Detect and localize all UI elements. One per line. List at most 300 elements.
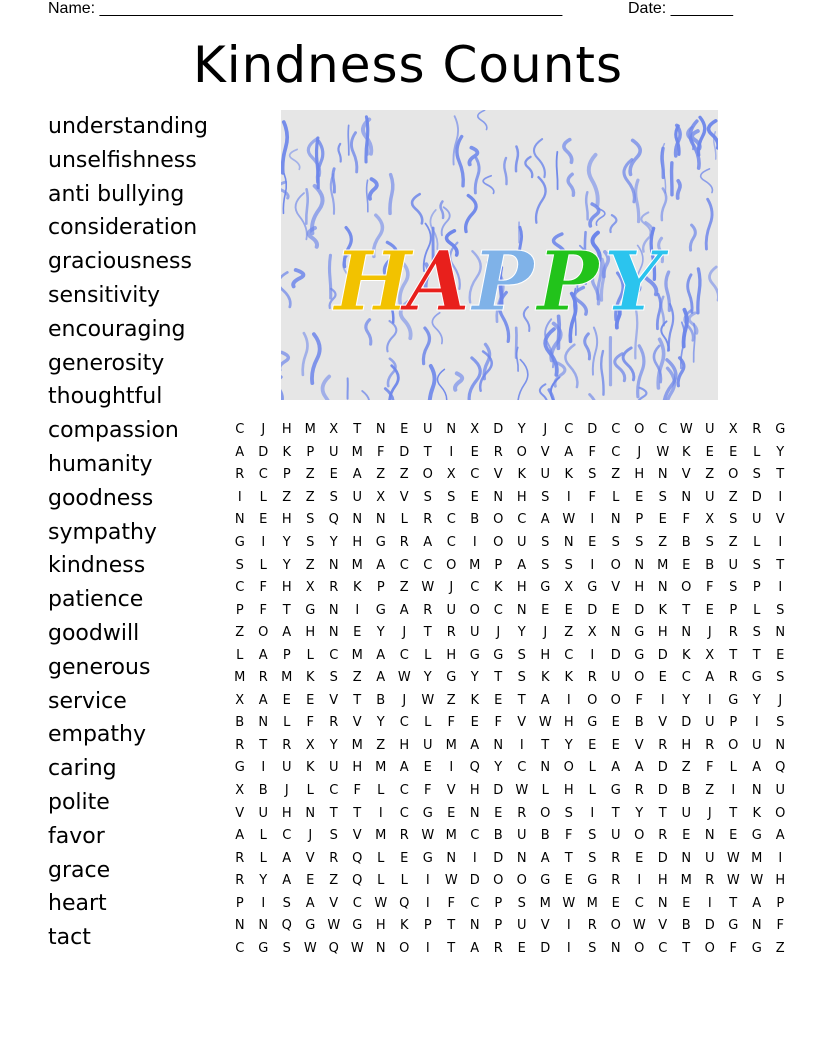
grid-letter[interactable]: Y [564,737,573,753]
grid-letter[interactable]: N [446,422,457,438]
grid-letter[interactable]: G [540,580,551,596]
grid-letter[interactable]: N [375,512,386,528]
grid-letter[interactable]: A [399,602,409,618]
grid-letter[interactable]: I [425,873,430,889]
grid-letter[interactable]: W [632,918,646,934]
grid-letter[interactable]: A [540,692,550,708]
grid-letter[interactable]: J [543,422,548,438]
grid-letter[interactable]: S [752,467,761,483]
grid-letter[interactable]: T [682,602,691,618]
grid-letter[interactable]: I [637,873,642,889]
grid-letter[interactable]: O [587,692,598,708]
grid-letter[interactable]: Y [282,535,291,550]
grid-letter[interactable]: Z [352,670,362,686]
grid-letter[interactable]: T [682,940,691,956]
grid-letter[interactable]: X [329,422,339,438]
grid-letter[interactable]: U [328,444,339,460]
grid-letter[interactable]: A [611,760,621,776]
grid-letter[interactable]: G [234,535,245,550]
grid-letter[interactable]: G [305,918,316,934]
grid-letter[interactable]: Y [282,557,291,573]
grid-letter[interactable]: A [235,828,245,844]
grid-letter[interactable]: T [353,805,362,821]
grid-letter[interactable]: F [447,715,455,731]
grid-letter[interactable]: L [729,760,737,776]
grid-letter[interactable]: R [611,873,621,889]
grid-letter[interactable]: D [751,489,762,505]
grid-letter[interactable]: A [775,828,785,844]
grid-letter[interactable]: N [681,625,692,641]
grid-letter[interactable]: H [563,783,574,799]
grid-letter[interactable]: U [775,783,785,799]
grid-letter[interactable]: U [751,512,762,528]
grid-letter[interactable]: Z [376,467,386,483]
grid-letter[interactable]: N [234,512,245,528]
grid-letter[interactable]: U [469,625,480,641]
grid-letter[interactable]: M [375,760,387,776]
grid-letter[interactable]: R [658,737,668,753]
grid-letter[interactable]: S [658,489,667,505]
grid-letter[interactable]: U [610,828,621,844]
grid-letter[interactable]: W [656,444,670,460]
grid-letter[interactable]: F [588,489,596,505]
grid-letter[interactable]: U [446,602,456,618]
grid-letter[interactable]: E [541,602,550,618]
grid-letter[interactable]: O [493,873,504,889]
grid-letter[interactable]: L [236,647,244,663]
grid-letter[interactable]: A [752,760,762,776]
grid-letter[interactable]: M [351,444,363,460]
grid-letter[interactable]: K [399,918,409,934]
grid-letter[interactable]: E [494,692,503,708]
grid-letter[interactable]: E [658,670,667,686]
grid-letter[interactable]: K [681,444,691,460]
grid-letter[interactable]: W [444,873,458,889]
grid-letter[interactable]: Z [305,467,315,483]
grid-letter[interactable]: I [472,535,477,550]
grid-letter[interactable]: O [728,737,739,753]
grid-letter[interactable]: P [235,895,244,911]
grid-letter[interactable]: H [281,512,292,528]
grid-letter[interactable]: J [496,625,501,641]
grid-letter[interactable]: D [258,444,269,460]
grid-letter[interactable]: V [658,918,668,934]
grid-letter[interactable]: K [752,805,762,821]
grid-letter[interactable]: V [775,512,785,528]
grid-letter[interactable]: K [564,467,574,483]
grid-letter[interactable]: Z [564,625,574,641]
grid-letter[interactable]: G [493,647,504,663]
grid-letter[interactable]: A [705,670,715,686]
grid-letter[interactable]: X [305,580,315,596]
grid-letter[interactable]: X [705,647,715,663]
grid-letter[interactable]: N [681,489,692,505]
grid-letter[interactable]: S [235,557,244,573]
grid-letter[interactable]: F [494,715,502,731]
grid-letter[interactable]: S [517,647,526,663]
grid-letter[interactable]: Y [423,670,432,686]
grid-letter[interactable]: R [235,737,245,753]
grid-letter[interactable]: X [470,422,480,438]
grid-letter[interactable]: J [284,783,289,799]
grid-letter[interactable]: D [493,850,504,866]
grid-letter[interactable]: C [611,444,621,460]
grid-letter[interactable]: H [352,535,363,550]
grid-letter[interactable]: H [516,489,527,505]
grid-letter[interactable]: V [540,444,550,460]
grid-letter[interactable]: N [516,602,527,618]
grid-letter[interactable]: P [306,444,315,460]
grid-letter[interactable]: D [681,715,692,731]
grid-letter[interactable]: E [611,737,620,753]
grid-letter[interactable]: H [469,783,480,799]
grid-letter[interactable]: Y [329,535,338,550]
grid-letter[interactable]: U [422,422,433,438]
grid-letter[interactable]: H [281,805,292,821]
grid-letter[interactable]: Z [305,557,315,573]
grid-letter[interactable]: G [469,647,480,663]
grid-letter[interactable]: N [469,918,480,934]
grid-letter[interactable]: C [611,422,621,438]
grid-letter[interactable]: S [329,828,338,844]
grid-letter[interactable]: N [751,918,762,934]
grid-letter[interactable]: J [449,580,454,596]
grid-letter[interactable]: M [445,828,457,844]
grid-letter[interactable]: Q [469,760,480,776]
grid-letter[interactable]: H [634,580,645,596]
grid-letter[interactable]: F [259,602,267,618]
grid-letter[interactable]: D [657,647,668,663]
grid-letter[interactable]: X [564,580,574,596]
grid-letter[interactable]: S [635,535,644,550]
grid-letter[interactable]: S [752,557,761,573]
grid-letter[interactable]: G [751,940,762,956]
grid-letter[interactable]: N [352,512,363,528]
grid-letter[interactable]: D [657,760,668,776]
grid-letter[interactable]: H [657,625,668,641]
grid-letter[interactable]: G [375,602,386,618]
grid-letter[interactable]: E [635,489,644,505]
grid-letter[interactable]: U [704,489,715,505]
grid-letter[interactable]: Y [752,692,761,708]
grid-letter[interactable]: U [728,557,738,573]
grid-letter[interactable]: F [729,940,737,956]
grid-letter[interactable]: K [305,670,315,686]
grid-letter[interactable]: Z [399,580,409,596]
grid-letter[interactable]: S [729,580,738,596]
grid-letter[interactable]: V [329,692,339,708]
grid-letter[interactable]: L [377,783,385,799]
grid-letter[interactable]: R [399,535,409,550]
grid-letter[interactable]: I [566,692,571,708]
grid-letter[interactable]: F [353,783,361,799]
grid-letter[interactable]: J [778,692,783,708]
grid-letter[interactable]: C [235,422,245,438]
grid-letter[interactable]: N [469,805,480,821]
grid-letter[interactable]: I [778,489,783,505]
grid-letter[interactable]: S [423,489,432,505]
grid-letter[interactable]: B [493,828,503,844]
grid-letter[interactable]: E [635,850,644,866]
grid-letter[interactable]: N [610,512,621,528]
grid-letter[interactable]: W [679,422,693,438]
grid-letter[interactable]: G [775,422,786,438]
grid-letter[interactable]: G [422,805,433,821]
grid-letter[interactable]: P [235,602,244,618]
grid-letter[interactable]: V [634,737,644,753]
grid-letter[interactable]: O [516,873,527,889]
grid-letter[interactable]: W [374,895,388,911]
grid-letter[interactable]: R [587,918,597,934]
grid-letter[interactable]: D [587,602,598,618]
grid-letter[interactable]: G [587,580,598,596]
grid-letter[interactable]: I [449,760,454,776]
grid-letter[interactable]: C [399,647,409,663]
grid-letter[interactable]: E [588,737,597,753]
grid-letter[interactable]: T [517,692,526,708]
grid-letter[interactable]: R [517,805,527,821]
grid-letter[interactable]: T [729,647,738,663]
grid-letter[interactable]: H [540,647,551,663]
grid-letter[interactable]: L [306,783,314,799]
grid-letter[interactable]: I [590,512,595,528]
grid-letter[interactable]: F [682,512,690,528]
grid-letter[interactable]: S [282,940,291,956]
grid-letter[interactable]: R [329,850,339,866]
grid-letter[interactable]: S [752,625,761,641]
grid-letter[interactable]: W [750,873,764,889]
grid-letter[interactable]: A [258,647,268,663]
grid-letter[interactable]: C [446,535,456,550]
grid-letter[interactable]: G [540,873,551,889]
grid-letter[interactable]: T [423,444,432,460]
grid-letter[interactable]: I [237,489,242,505]
grid-letter[interactable]: C [470,828,480,844]
grid-letter[interactable]: M [680,873,692,889]
grid-letter[interactable]: V [658,715,668,731]
grid-letter[interactable]: U [681,805,691,821]
grid-letter[interactable]: Q [775,760,786,776]
grid-letter[interactable]: T [729,895,738,911]
grid-letter[interactable]: D [634,602,645,618]
grid-letter[interactable]: S [588,467,597,483]
grid-letter[interactable]: I [731,783,736,799]
grid-letter[interactable]: I [778,580,783,596]
grid-letter[interactable]: I [778,535,783,550]
grid-letter[interactable]: C [446,512,456,528]
grid-letter[interactable]: U [516,828,527,844]
grid-letter[interactable]: W [350,940,364,956]
grid-letter[interactable]: I [355,602,360,618]
grid-letter[interactable]: R [728,625,738,641]
grid-letter[interactable]: Y [682,692,691,708]
grid-letter[interactable]: Z [705,467,715,483]
grid-letter[interactable]: M [657,557,669,573]
grid-letter[interactable]: V [517,715,527,731]
grid-letter[interactable]: Y [470,670,479,686]
grid-letter[interactable]: S [776,715,785,731]
grid-letter[interactable]: E [400,850,409,866]
grid-letter[interactable]: S [541,489,550,505]
grid-letter[interactable]: N [563,535,574,550]
grid-letter[interactable]: V [611,580,621,596]
grid-letter[interactable]: X [587,625,597,641]
grid-letter[interactable]: S [564,805,573,821]
grid-letter[interactable]: C [517,760,527,776]
grid-letter[interactable]: U [751,737,762,753]
grid-letter[interactable]: A [282,873,292,889]
grid-letter[interactable]: R [235,850,245,866]
grid-letter[interactable]: W [726,850,740,866]
grid-letter[interactable]: W [421,580,435,596]
grid-letter[interactable]: N [775,625,786,641]
grid-letter[interactable]: M [281,670,293,686]
grid-letter[interactable]: C [352,895,362,911]
grid-letter[interactable]: E [611,602,620,618]
grid-letter[interactable]: H [281,422,292,438]
grid-letter[interactable]: O [634,940,645,956]
grid-letter[interactable]: J [543,625,548,641]
grid-letter[interactable]: T [776,467,785,483]
grid-letter[interactable]: D [704,918,715,934]
grid-letter[interactable]: G [751,828,762,844]
grid-letter[interactable]: N [657,580,668,596]
grid-letter[interactable]: L [377,873,385,889]
grid-letter[interactable]: G [728,918,739,934]
grid-letter[interactable]: L [541,783,549,799]
grid-letter[interactable]: C [423,557,433,573]
grid-letter[interactable]: D [540,940,551,956]
grid-letter[interactable]: L [424,647,432,663]
grid-letter[interactable]: Y [776,444,785,460]
grid-letter[interactable]: M [751,850,763,866]
grid-letter[interactable]: R [705,737,715,753]
grid-letter[interactable]: D [587,422,598,438]
grid-letter[interactable]: I [261,535,266,550]
grid-letter[interactable]: M [539,895,551,911]
grid-letter[interactable]: N [493,489,504,505]
grid-letter[interactable]: S [776,602,785,618]
grid-letter[interactable]: F [377,444,385,460]
grid-letter[interactable]: C [634,895,644,911]
grid-letter[interactable]: Y [517,625,526,641]
grid-letter[interactable]: R [329,715,339,731]
grid-letter[interactable]: C [399,715,409,731]
grid-letter[interactable]: G [305,602,316,618]
grid-letter[interactable]: X [305,737,315,753]
grid-letter[interactable]: C [470,467,480,483]
grid-letter[interactable]: F [588,444,596,460]
grid-letter[interactable]: E [564,873,573,889]
grid-letter[interactable]: B [540,828,550,844]
grid-letter[interactable]: E [658,512,667,528]
grid-letter[interactable]: W [303,940,317,956]
grid-letter[interactable]: S [306,535,315,550]
grid-letter[interactable]: L [753,444,761,460]
grid-letter[interactable]: E [705,444,714,460]
grid-letter[interactable]: N [751,783,762,799]
grid-letter[interactable]: D [469,873,480,889]
grid-letter[interactable]: B [376,692,386,708]
grid-letter[interactable]: N [375,422,386,438]
grid-letter[interactable]: E [470,489,479,505]
grid-letter[interactable]: P [282,467,291,483]
grid-letter[interactable]: B [634,715,644,731]
grid-letter[interactable]: V [681,467,691,483]
grid-letter[interactable]: F [424,783,432,799]
grid-letter[interactable]: F [306,715,314,731]
grid-letter[interactable]: G [634,625,645,641]
grid-letter[interactable]: E [517,940,526,956]
grid-letter[interactable]: I [590,647,595,663]
grid-letter[interactable]: D [399,444,410,460]
grid-letter[interactable]: S [329,670,338,686]
grid-letter[interactable]: D [493,783,504,799]
grid-letter[interactable]: Z [681,760,691,776]
grid-letter[interactable]: P [752,580,761,596]
grid-letter[interactable]: R [235,467,245,483]
grid-letter[interactable]: O [469,602,480,618]
grid-letter[interactable]: G [234,760,245,776]
grid-letter[interactable]: I [754,715,759,731]
grid-letter[interactable]: T [282,602,291,618]
grid-letter[interactable]: Y [376,625,385,641]
grid-letter[interactable]: E [682,895,691,911]
grid-letter[interactable]: L [753,602,761,618]
grid-letter[interactable]: T [611,805,620,821]
grid-letter[interactable]: B [681,535,691,550]
grid-letter[interactable]: L [283,715,291,731]
grid-letter[interactable]: V [352,828,362,844]
grid-letter[interactable]: E [682,828,691,844]
grid-letter[interactable]: U [540,467,550,483]
grid-letter[interactable]: Q [328,940,339,956]
grid-letter[interactable]: M [234,670,246,686]
grid-letter[interactable]: W [562,895,576,911]
grid-letter[interactable]: H [305,625,316,641]
grid-letter[interactable]: X [376,489,386,505]
grid-letter[interactable]: S [729,512,738,528]
grid-letter[interactable]: J [707,805,712,821]
grid-letter[interactable]: P [729,602,738,618]
grid-letter[interactable]: U [704,715,715,731]
grid-letter[interactable]: E [705,602,714,618]
grid-letter[interactable]: K [517,467,527,483]
grid-letter[interactable]: I [590,805,595,821]
grid-letter[interactable]: U [281,760,292,776]
grid-letter[interactable]: H [399,737,410,753]
grid-letter[interactable]: C [258,467,268,483]
grid-letter[interactable]: M [469,557,481,573]
grid-letter[interactable]: N [328,625,339,641]
grid-letter[interactable]: Z [728,489,738,505]
grid-letter[interactable]: X [705,512,715,528]
grid-letter[interactable]: I [590,557,595,573]
grid-letter[interactable]: I [472,850,477,866]
grid-letter[interactable]: C [470,895,480,911]
grid-letter[interactable]: S [447,489,456,505]
grid-letter[interactable]: P [494,895,503,911]
grid-letter[interactable]: K [352,580,362,596]
grid-letter[interactable]: L [377,850,385,866]
grid-letter[interactable]: W [397,670,411,686]
grid-letter[interactable]: P [282,647,291,663]
grid-letter[interactable]: N [516,850,527,866]
grid-letter[interactable]: J [402,692,407,708]
grid-letter[interactable]: I [425,895,430,911]
grid-letter[interactable]: E [494,805,503,821]
grid-letter[interactable]: U [328,760,339,776]
